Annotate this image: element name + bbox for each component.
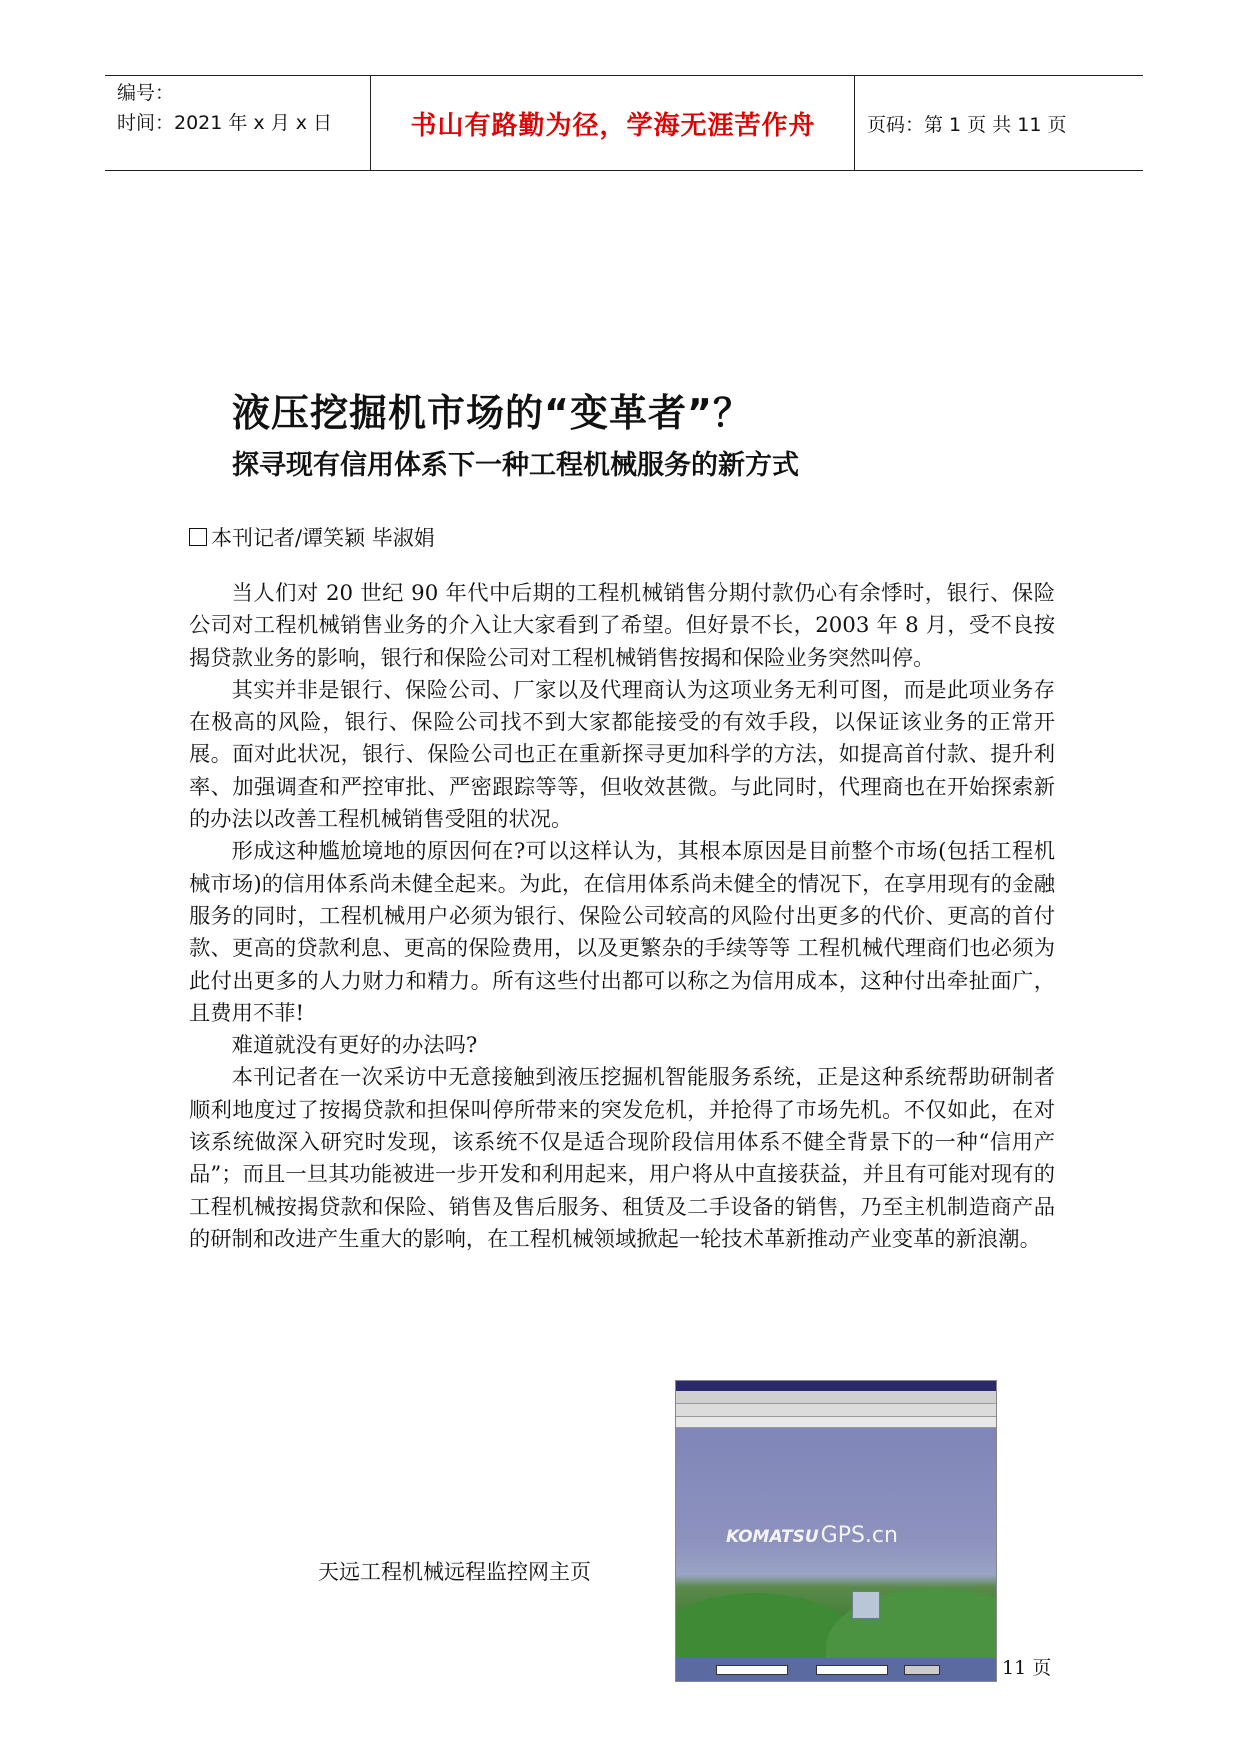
login-button: [904, 1665, 940, 1675]
article-subtitle: 探寻现有信用体系下一种工程机械服务的新方式: [232, 450, 799, 481]
building-graphic: [852, 1591, 880, 1619]
logo-brand: KOMATSU: [726, 1527, 819, 1547]
browser-address-bar: [676, 1417, 997, 1428]
website-screenshot-image: [675, 1380, 997, 1682]
browser-menubar: [676, 1391, 996, 1404]
login-field: [716, 1665, 788, 1675]
browser-viewport: [676, 1428, 996, 1681]
paragraph: 本刊记者在一次采访中无意接触到液压挖掘机智能服务系统，正是这种系统帮助研制者顺利地度过了按揭贷款和担保叫停所带来的突发危机，并抢得了市场先机。不仅如此，在对该系统做深入研究时发现，该系统不仅是适合现阶段信用体系不健全背景下的一种“信用产品”；而且一旦其功能被进一步开发和利用起来，用户将从中直接获益，并且有可能对现有的工程机械按揭贷款和保险、销售及售后服务、租赁及二手设备的销售，乃至主机制造商产品的研制和改进产生重大的影响，在工程机械领域掀起一轮技术革新推动产业变革的新浪潮。: [189, 1065, 1055, 1252]
byline-text: 本刊记者/谭笑颖 毕淑娟: [211, 526, 435, 550]
browser-toolbar: [676, 1404, 996, 1417]
password-field: [816, 1665, 888, 1675]
paragraph: 难道就没有更好的办法吗?: [231, 1033, 478, 1059]
page-number: 11 页: [1002, 1657, 1052, 1679]
browser-titlebar: [676, 1381, 996, 1391]
page-header: [105, 75, 1143, 171]
header-divider: [854, 76, 855, 170]
paragraph: 形成这种尴尬境地的原因何在?可以这样认为，其根本原因是目前整个市场(包括工程机械市场)的信用体系尚未健全起来。为此，在信用体系尚未健全的情况下，在享用现有的金融服务的同时，工程机械用户必须为银行、保险公司较高的风险付出更多的代价、更高的首付款、更高的贷款利息、更高的保险费用，以及更繁杂的手续等等 工程机械代理商们也必须为此付出更多的人力财力和精力。所有这些付出都可以称之为信用成本，这种付出牵扯面广，且费用不菲!: [189, 839, 1055, 1026]
article-body: [189, 578, 1055, 1256]
paragraph: 当人们对 20 世纪 90 年代中后期的工程机械销售分期付款仍心有余悸时，银行、保险公司对工程机械销售业务的介入让大家看到了希望。但好景不长，2003 年 8 月，受不良按揭贷款业务的影响，银行和保险公司对工程机械销售按揭和保险业务突然叫停。: [189, 581, 1055, 671]
article-title: 液压挖掘机市场的“变革者”？: [232, 391, 752, 435]
logo-gps: GPS.cn: [820, 1523, 898, 1548]
header-page-info: 页码：第 1 页 共 11 页: [867, 113, 1067, 136]
header-motto: 书山有路勤为径，学海无涯苦作舟: [410, 110, 816, 141]
login-bar: [676, 1658, 996, 1681]
byline: [189, 522, 435, 552]
date-label: 时间：2021 年 x 月 x 日: [117, 112, 333, 134]
komatsu-gps-logo: [726, 1523, 898, 1548]
figure-caption: 天远工程机械远程监控网主页: [318, 1560, 591, 1584]
checkbox-square-icon: [189, 528, 207, 546]
header-divider: [370, 76, 371, 170]
paragraph: 其实并非是银行、保险公司、厂家以及代理商认为这项业务无利可图，而是此项业务存在极高的风险，银行、保险公司找不到大家都能接受的有效手段，以保证该业务的正常开展。面对此状况，银行、保险公司也正在重新探寻更加科学的方法，如提高首付款、提升利率、加强调查和严控审批、严密跟踪等等，但收效甚微。与此同时，代理商也在开始探索新的办法以改善工程机械销售受阻的状况。: [189, 677, 1055, 833]
number-label: 编号：: [117, 82, 175, 104]
